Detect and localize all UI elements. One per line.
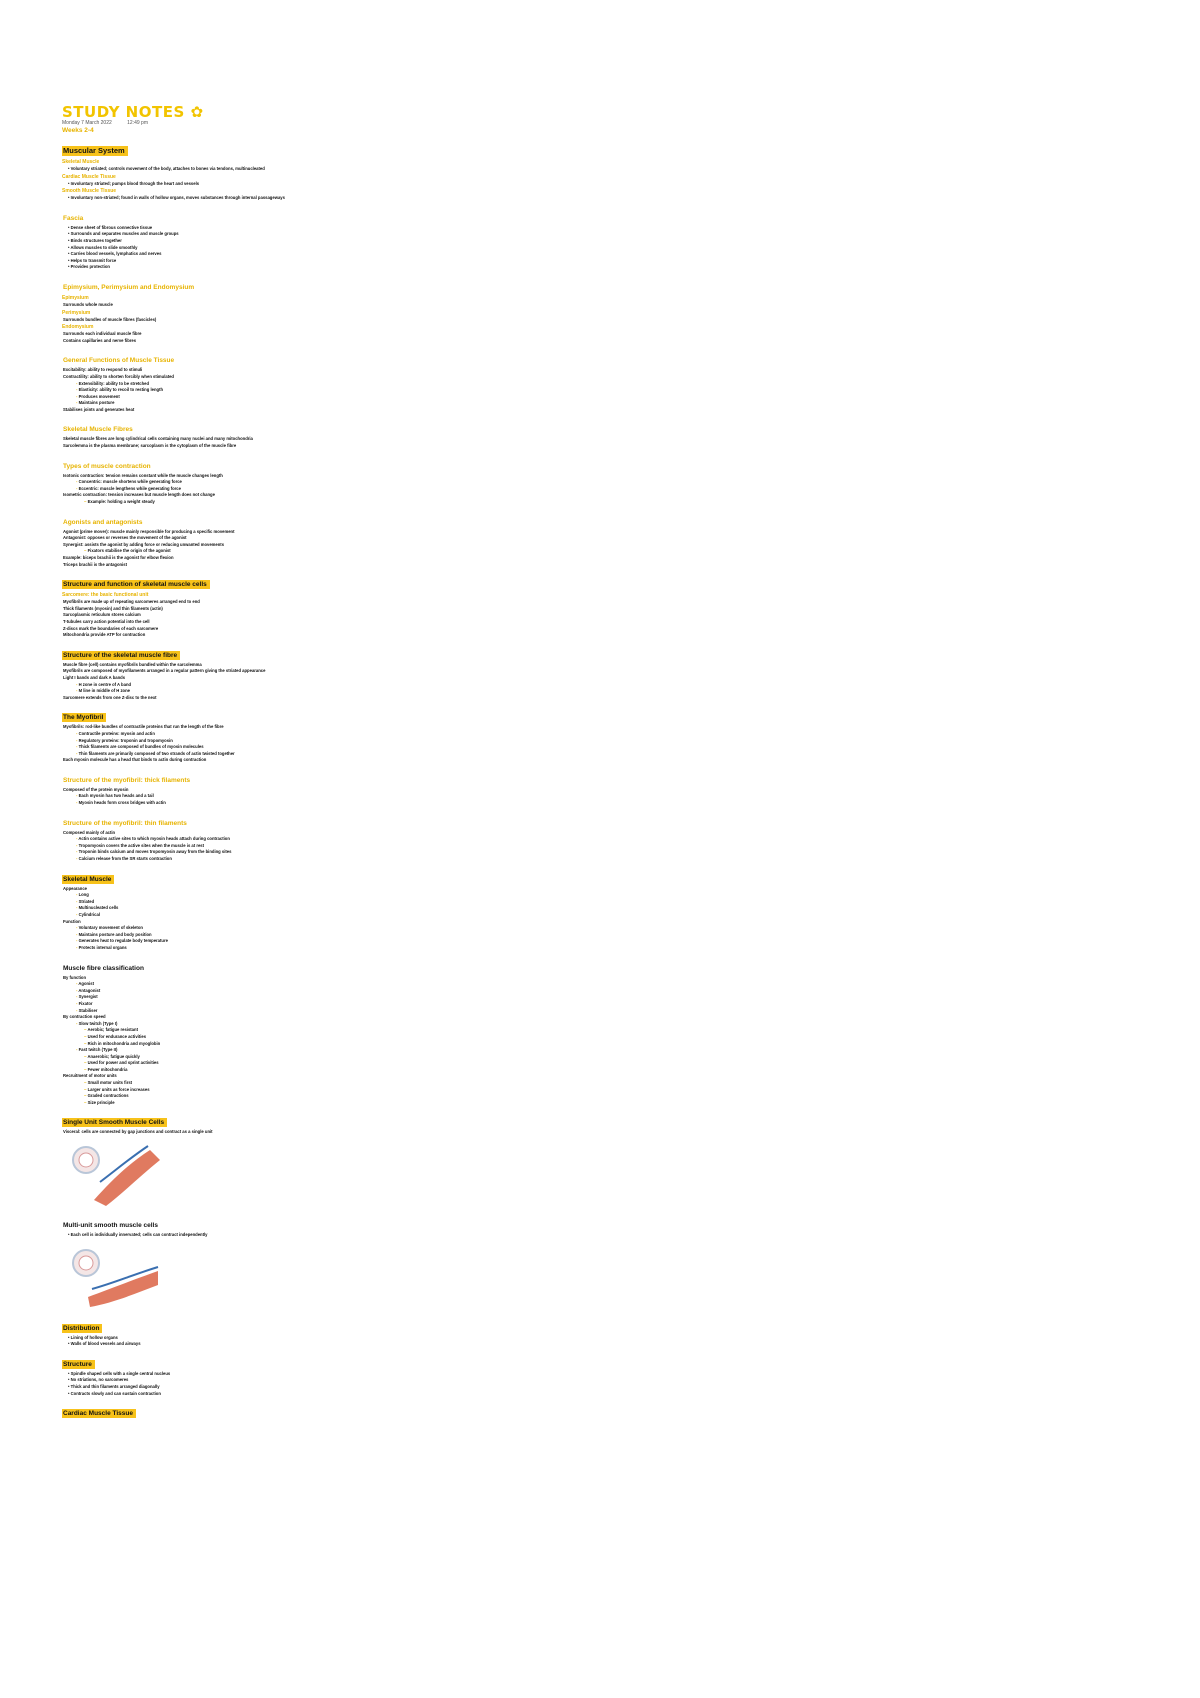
list-item: - Long: [62, 892, 482, 899]
section-list: [62, 529, 482, 569]
list-item: • Walls of blood vessels and airways: [62, 1341, 482, 1348]
section-heading: Muscle fibre classification: [63, 964, 144, 972]
smooth-muscle-multi-unit-illustration: [70, 1245, 162, 1309]
note-section: [62, 140, 482, 202]
section-heading: Single Unit Smooth Muscle Cells: [62, 1118, 167, 1127]
list-item: - Contractile proteins: myosin and actin: [62, 731, 482, 738]
note-section: [62, 455, 482, 506]
list-item: Example: biceps brachii is the agonist for elbow flexion: [63, 555, 174, 560]
section-heading: Cardiac Muscle Tissue: [62, 1409, 136, 1418]
subheading: Perimysium: [62, 309, 91, 316]
section-heading: General Functions of Muscle Tissue: [63, 357, 175, 365]
list-item: T-tubules carry action potential into the cell: [63, 618, 150, 624]
list-item: - Concentric: muscle shortens while generating force: [62, 479, 482, 486]
list-item: Surrounds bundles of muscle fibres (fascicles): [63, 316, 157, 322]
section-heading: Skeletal Muscle: [62, 875, 114, 884]
subheading: Smooth Muscle Tissue: [62, 188, 117, 195]
list-item: By function: [63, 974, 87, 980]
list-item: Z-discs mark the boundaries of each sarcomere: [63, 625, 159, 631]
list-item: ~ Anaerobic; fatigue quickly: [62, 1054, 482, 1061]
section-heading: Structure of the skeletal muscle fibre: [62, 651, 180, 660]
list-item: Isotonic contraction: tension remains constant while the muscle changes length: [63, 472, 223, 478]
note-section: [62, 769, 482, 807]
list-item: By contraction speed: [63, 1014, 106, 1020]
list-item: Recruitment of motor units: [63, 1073, 117, 1079]
list-item: - Cylindrical: [62, 912, 482, 919]
list-item: - Myosin heads form cross bridges with actin: [62, 800, 482, 807]
subheading: Sarcomere: the basic functional unit: [62, 592, 149, 599]
list-item: ~ Fixators stabilise the origin of the agonist: [62, 548, 482, 555]
list-item: • Surrounds and separates muscles and muscle groups: [62, 231, 482, 238]
list-item: - Eccentric: muscle lengthens while generating force: [62, 486, 482, 493]
vessel-lumen: [79, 1256, 93, 1270]
list-item: Sarcomere extends from one Z-disc to the next: [63, 694, 157, 700]
list-item: • Lining of hollow organs: [62, 1335, 482, 1342]
list-item: Surrounds each individual muscle fibre: [63, 331, 142, 337]
list-item: - Slow twitch (Type I): [62, 1021, 482, 1028]
list-item: ~ Graded contractions: [62, 1093, 482, 1100]
list-item: • Helps to transmit force: [62, 258, 482, 265]
list-item: • Provides protection: [62, 264, 482, 271]
list-item: • Allows muscles to slide smoothly: [62, 245, 482, 252]
note-section: [62, 276, 482, 344]
list-item: Light I bands and dark A bands: [63, 674, 126, 680]
vessel-lumen: [79, 1153, 93, 1167]
figure: [70, 1142, 162, 1206]
section-heading: Structure and function of skeletal muscle cells: [62, 580, 210, 589]
list-item: Sarcoplasmic reticulum stores calcium: [63, 612, 141, 618]
list-item: Composed of the protein myosin: [63, 786, 129, 792]
list-item: - Extensibility: ability to be stretched: [62, 381, 482, 388]
note-date: Monday 7 March 2022: [62, 120, 112, 126]
list-item: - H zone in centre of A band: [62, 682, 482, 689]
note-section: [62, 1353, 482, 1397]
list-item: • Carries blood vessels, lymphatics and nerves: [62, 251, 482, 258]
list-item: • Dense sheet of fibrous connective tissue: [62, 225, 482, 232]
leaf-doodle-icon: ✿: [190, 103, 204, 121]
list-item: - Calcium release from the SR starts contraction: [62, 856, 482, 863]
list-item: Excitability: ability to respond to stimuli: [63, 367, 143, 373]
page-title: STUDY NOTES ✿: [62, 103, 204, 121]
list-item: - Fast twitch (Type II): [62, 1047, 482, 1054]
subheading: Epimysium: [62, 294, 89, 301]
list-item: Isometric contraction: tension increases but muscle length does not change: [63, 492, 215, 498]
list-item: - Maintains posture: [62, 400, 482, 407]
list-item: • Voluntary striated; controls movement of the body, attaches to bones via tendons, multinucleated: [62, 166, 482, 173]
list-item: - Produces movement: [62, 394, 482, 401]
smooth-muscle-band: [88, 1271, 158, 1307]
section-list: [62, 367, 482, 413]
note-page: [62, 104, 482, 1420]
section-list: [62, 886, 482, 952]
list-item: - Each myosin has two heads and a tail: [62, 793, 482, 800]
section-list: [62, 294, 482, 344]
list-item: Function: [63, 918, 81, 924]
list-item: - Regulatory proteins: troponin and tropomyosin: [62, 738, 482, 745]
list-item: Stabilises joints and generates heat: [63, 406, 135, 412]
list-item: Myofibrils are made up of repeating sarcomeres arranged end to end: [63, 599, 200, 605]
section-list: [62, 158, 482, 202]
section-list: [62, 830, 482, 863]
list-item: - Antagonist: [62, 988, 482, 995]
list-item: Composed mainly of actin: [63, 829, 116, 835]
section-heading: Fascia: [63, 214, 84, 222]
list-item: • Each cell is individually innervated; cells can contract independently: [62, 1232, 482, 1239]
list-item: Skeletal muscle fibres are long cylindrical cells containing many nuclei and many mitochondria: [63, 436, 253, 442]
list-item: Antagonist: opposes or reverses the movement of the agonist: [63, 535, 187, 541]
list-item: • Spindle shaped cells with a single central nucleus: [62, 1371, 482, 1378]
section-heading: Epimysium, Perimysium and Endomysium: [63, 283, 195, 291]
list-item: ~ Fewer mitochondria: [62, 1067, 482, 1074]
list-item: - Troponin binds calcium and moves tropomyosin away from the binding sites: [62, 849, 482, 856]
list-item: Visceral: cells are connected by gap junctions and contract as a single unit: [63, 1129, 213, 1135]
list-item: ~ Size principle: [62, 1100, 482, 1107]
list-item: ~ Used for endurance activities: [62, 1034, 482, 1041]
section-heading: Agonists and antagonists: [63, 518, 143, 526]
list-item: - Agonist: [62, 981, 482, 988]
note-section: [62, 1317, 482, 1348]
list-item: • No striations, no sarcomeres: [62, 1377, 482, 1384]
note-section: [62, 706, 482, 764]
note-section: [62, 957, 482, 1107]
list-item: - M line in middle of H zone: [62, 688, 482, 695]
list-item: Myofibrils are composed of myofilaments arranged in a regular pattern giving the striated appearance: [63, 668, 266, 674]
section-heading: Distribution: [62, 1324, 102, 1333]
list-item: - Fixator: [62, 1001, 482, 1008]
list-item: - Generates heat to regulate body temperature: [62, 938, 482, 945]
list-item: Myofibrils: rod-like bundles of contractile proteins that run the length of the fibre: [63, 724, 224, 730]
list-item: Contractility: ability to shorten forcibly when stimulated: [63, 373, 174, 379]
figure: [70, 1245, 162, 1309]
list-item: - Multinucleated cells: [62, 905, 482, 912]
list-item: Surrounds whole muscle: [63, 301, 113, 307]
list-item: Contains capillaries and nerve fibres: [63, 337, 137, 343]
section-list: [62, 436, 482, 449]
section-heading: Structure of the myofibril: thin filaments: [63, 819, 187, 827]
list-item: Triceps brachii is the antagonist: [63, 561, 127, 567]
list-item: ~ Aerobic; fatigue resistant: [62, 1027, 482, 1034]
sections: [62, 140, 482, 1420]
section-list: [62, 473, 482, 506]
section-heading: Structure of the myofibril: thick filaments: [63, 776, 191, 784]
section-list: [62, 1129, 482, 1136]
list-item: ~ Example: holding a weight steady: [62, 499, 482, 506]
list-item: - Voluntary movement of skeleton: [62, 925, 482, 932]
list-item: Agonist (prime mover): muscle mainly responsible for producing a specific movement: [63, 528, 235, 534]
list-item: - Maintains posture and body position: [62, 932, 482, 939]
list-item: - Thin filaments are primarily composed of two strands of actin twisted together: [62, 751, 482, 758]
section-heading: Skeletal Muscle Fibres: [63, 426, 133, 434]
list-item: • Binds structures together: [62, 238, 482, 245]
note-section: [62, 511, 482, 569]
list-item: - Thick filaments are composed of bundles of myosin molecules: [62, 744, 482, 751]
list-item: - Protects internal organs: [62, 945, 482, 952]
list-item: - Elasticity: ability to recoil to resting length: [62, 387, 482, 394]
note-section: [62, 1402, 482, 1420]
list-item: - Synergist: [62, 994, 482, 1001]
subheading: Skeletal Muscle: [62, 159, 100, 165]
note-section: [62, 207, 482, 271]
list-item: Sarcolemma is the plasma membrane; sarcoplasm is the cytoplasm of the muscle fibre: [63, 443, 237, 449]
section-heading: Structure: [62, 1360, 95, 1369]
list-item: - Actin contains active sites to which myosin heads attach during contraction: [62, 836, 482, 843]
section-heading: Types of muscle contraction: [63, 462, 151, 470]
list-item: ~ Used for power and sprint activities: [62, 1060, 482, 1067]
note-section: [62, 418, 482, 449]
list-item: - Stabiliser: [62, 1008, 482, 1015]
list-item: - Tropomyosin covers the active sites when the muscle is at rest: [62, 843, 482, 850]
note-section: [62, 349, 482, 413]
section-list: [62, 591, 482, 639]
list-item: Muscle fibre (cell) contains myofibrils bundled within the sarcolemma: [63, 661, 202, 667]
section-heading: Multi-unit smooth muscle cells: [63, 1222, 158, 1230]
note-section: [62, 644, 482, 702]
note-meta: [62, 120, 482, 127]
list-item: - Striated: [62, 899, 482, 906]
note-section: [62, 868, 482, 952]
note-section: [62, 1111, 482, 1206]
section-list: [62, 662, 482, 702]
section-heading: The Myofibril: [62, 713, 106, 722]
list-item: • Contracts slowly and can sustain contraction: [62, 1391, 482, 1398]
list-item: ~ Rich in mitochondria and myoglobin: [62, 1041, 482, 1048]
section-heading: Muscular System: [62, 146, 128, 156]
list-item: Synergist: assists the agonist by adding force or reducing unwanted movements: [63, 541, 225, 547]
section-list: [62, 724, 482, 764]
section-list: [62, 975, 482, 1107]
list-item: Appearance: [63, 885, 87, 891]
list-item: ~ Larger units as force increases: [62, 1087, 482, 1094]
list-item: • Involuntary striated; pumps blood through the heart and vessels: [62, 181, 482, 188]
list-item: Mitochondria provide ATP for contraction: [63, 632, 146, 638]
note-section: [62, 812, 482, 863]
subheading: Cardiac Muscle Tissue: [62, 173, 116, 180]
list-item: Thick filaments (myosin) and thin filaments (actin): [63, 605, 163, 611]
section-list: [62, 1232, 482, 1239]
section-list: [62, 1371, 482, 1397]
note-section: [62, 573, 482, 639]
smooth-muscle-single-unit-illustration: [70, 1142, 162, 1206]
note-time: 12:49 pm: [127, 120, 149, 126]
section-list: [62, 1335, 482, 1348]
subheading: Endomysium: [62, 324, 94, 331]
note-section: [62, 1214, 482, 1309]
section-list: [62, 225, 482, 271]
section-list: [62, 787, 482, 807]
list-item: • Involuntary non-striated; found in walls of hollow organs, moves substances through internal passageways: [62, 195, 482, 202]
list-item: Each myosin molecule has a head that binds to actin during contraction: [63, 757, 207, 763]
list-item: ~ Small motor units first: [62, 1080, 482, 1087]
list-item: • Thick and thin filaments arranged diagonally: [62, 1384, 482, 1391]
unit-label: Weeks 2-4: [62, 127, 94, 134]
